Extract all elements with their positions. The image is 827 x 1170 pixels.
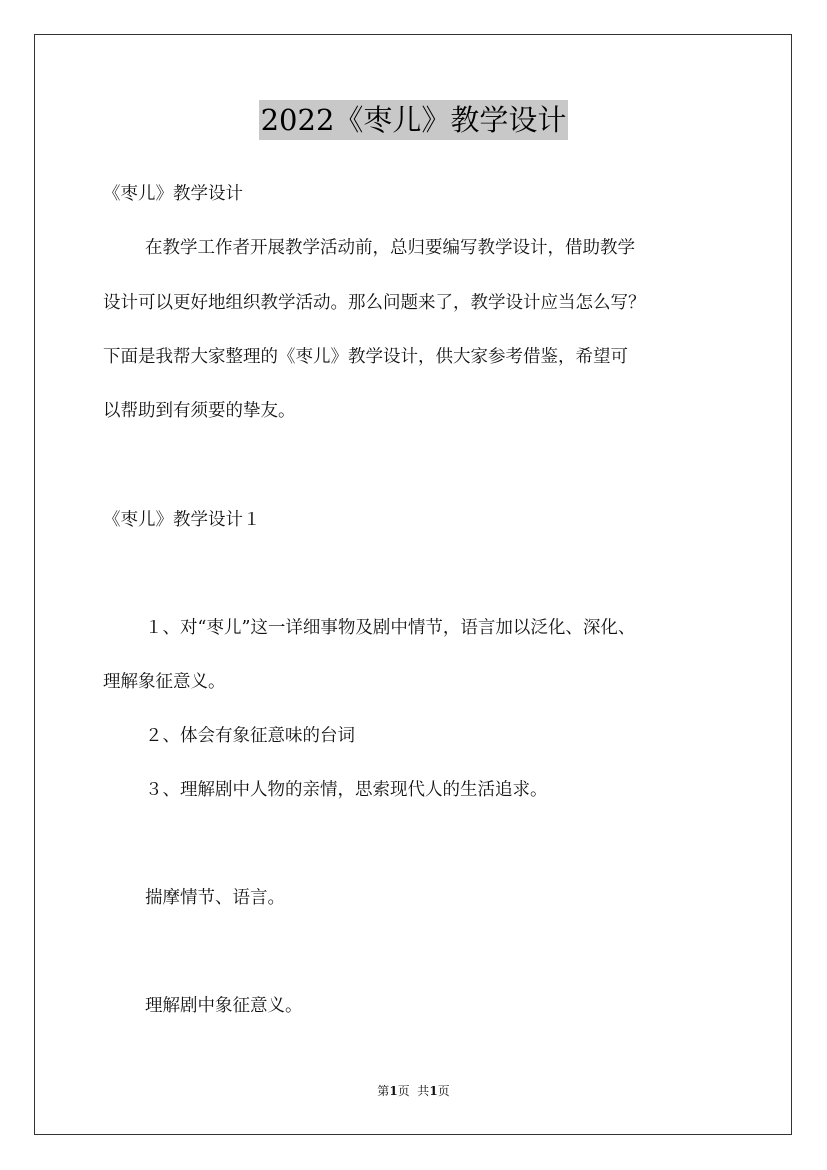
- objective-item-continuation: 理解象征意义。: [103, 672, 226, 692]
- footer-prefix: 第: [377, 1084, 390, 1098]
- intro-paragraph-line: 以帮助到有须要的挚友。: [103, 401, 296, 421]
- difficulty-text: 理解剧中象征意义。: [145, 996, 303, 1016]
- section-heading: 《枣儿》教学设计: [103, 184, 243, 204]
- page-footer: [0, 1083, 827, 1099]
- objective-item: ２、体会有象征意味的台词: [145, 726, 355, 746]
- footer-suffix: 页: [437, 1084, 450, 1098]
- footer-mid: 页 共: [397, 1084, 430, 1098]
- key-point-text: 揣摩情节、语言。: [145, 888, 285, 908]
- intro-paragraph-line: 下面是我帮大家整理的《枣儿》教学设计，供大家参考借鉴，希望可: [103, 347, 628, 367]
- footer-total-pages: 1: [429, 1084, 438, 1098]
- intro-paragraph-line: 设计可以更好地组织教学活动。那么问题来了，教学设计应当怎么写？: [103, 293, 646, 313]
- objective-item: １、对“枣儿”这一详细事物及剧中情节，语言加以泛化、深化、: [145, 618, 636, 638]
- intro-paragraph-line: 在教学工作者开展教学活动前，总归要编写教学设计，借助教学: [145, 238, 635, 258]
- footer-page-number: 1: [389, 1084, 398, 1098]
- section-heading: 《枣儿》教学设计１: [103, 510, 261, 530]
- document-title: 2022《枣儿》教学设计: [259, 100, 569, 140]
- title-container: [0, 100, 827, 140]
- objective-item: ３、理解剧中人物的亲情，思索现代人的生活追求。: [145, 780, 548, 800]
